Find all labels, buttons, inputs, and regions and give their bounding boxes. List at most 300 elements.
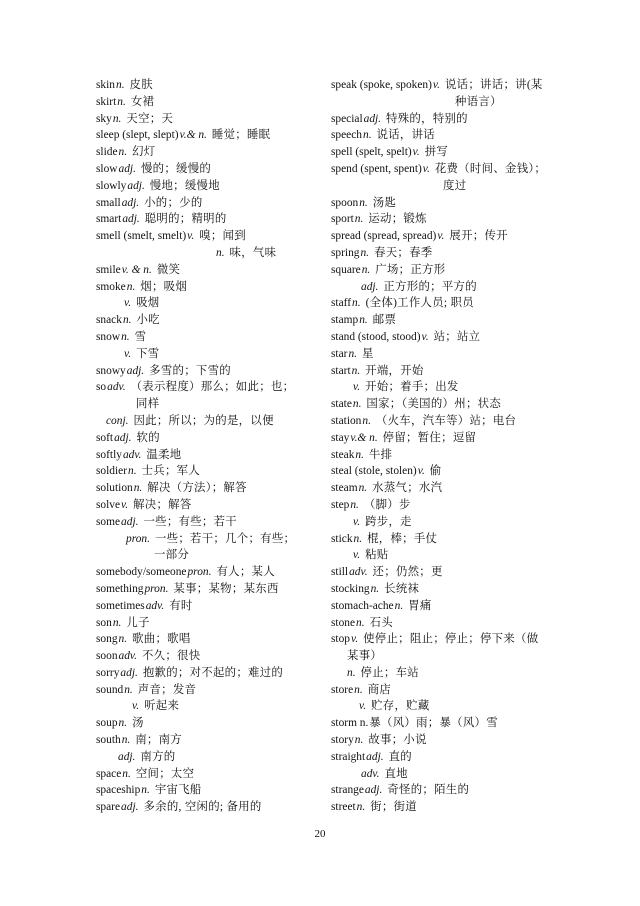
vocab-line bbox=[331, 178, 553, 195]
part-of-speech: n. bbox=[360, 246, 370, 259]
headword: softly bbox=[96, 448, 122, 461]
meaning: 直地 bbox=[384, 767, 408, 780]
headword: storm n. bbox=[331, 717, 369, 730]
part-of-speech: adj. bbox=[363, 112, 382, 125]
meaning: 微笑 bbox=[156, 263, 181, 276]
vocab-line bbox=[96, 531, 318, 548]
part-of-speech: n. bbox=[347, 666, 356, 679]
meaning: 士兵；军人 bbox=[141, 465, 201, 478]
part-of-speech: adv. bbox=[145, 599, 165, 612]
meaning: 水蒸气；水汽 bbox=[372, 482, 443, 495]
meaning: 春天；春季 bbox=[374, 246, 433, 259]
part-of-speech: n. bbox=[121, 330, 130, 343]
headword: song bbox=[96, 633, 118, 646]
meaning: 空间；太空 bbox=[135, 767, 195, 780]
part-of-speech: n. bbox=[370, 582, 380, 595]
headword: son bbox=[96, 616, 112, 629]
meaning: 偷 bbox=[429, 465, 442, 478]
headword: steak bbox=[331, 448, 355, 461]
headword: step bbox=[331, 498, 350, 511]
headword: square bbox=[331, 263, 361, 276]
vocab-line bbox=[331, 615, 553, 632]
headword: something bbox=[96, 582, 144, 595]
part-of-speech: n. bbox=[356, 616, 365, 629]
meaning: 花费（时间、金钱）； bbox=[434, 162, 547, 175]
headword: star bbox=[331, 347, 348, 360]
meaning: 雪 bbox=[134, 330, 147, 343]
meaning: 小吃 bbox=[136, 314, 160, 327]
headword: sport bbox=[331, 213, 354, 226]
vocab-line bbox=[331, 211, 553, 228]
vocab-line bbox=[96, 514, 318, 531]
vocab-line bbox=[96, 682, 318, 699]
headword: smile bbox=[96, 263, 121, 276]
part-of-speech: n. bbox=[354, 213, 364, 226]
part-of-speech: v. bbox=[351, 633, 359, 646]
vocab-line bbox=[96, 295, 318, 312]
right-column bbox=[331, 77, 553, 816]
vocab-line bbox=[96, 782, 318, 799]
vocab-line bbox=[331, 379, 553, 396]
page-number: 20 bbox=[314, 828, 326, 840]
part-of-speech: v. bbox=[187, 230, 195, 243]
vocab-line bbox=[96, 413, 318, 430]
vocab-line bbox=[96, 698, 318, 715]
headword: slide bbox=[96, 146, 118, 159]
vocab-line bbox=[96, 665, 318, 682]
headword: solve bbox=[96, 498, 121, 511]
part-of-speech: n. bbox=[122, 314, 132, 327]
vocab-line bbox=[96, 195, 318, 212]
headword: spare bbox=[96, 801, 121, 814]
meaning: 广场；正方形 bbox=[375, 263, 446, 276]
headword: sound bbox=[96, 683, 124, 696]
part-of-speech: adj. bbox=[121, 515, 139, 528]
part-of-speech: adj. bbox=[127, 179, 145, 192]
headword: spoon bbox=[331, 196, 359, 209]
meaning: 有人；某人 bbox=[216, 566, 275, 579]
meaning: 慢地；缓慢地 bbox=[149, 179, 220, 192]
vocab-line bbox=[96, 77, 318, 94]
meaning: 多余的, 空闲的; 备用的 bbox=[143, 801, 262, 814]
vocab-line bbox=[331, 631, 553, 648]
headword: stocking bbox=[331, 582, 370, 595]
headword: state bbox=[331, 398, 352, 411]
vocab-line bbox=[96, 379, 318, 396]
meaning: 停留；暂住；逗留 bbox=[382, 431, 477, 444]
part-of-speech: adj. bbox=[366, 750, 384, 763]
headword: so bbox=[96, 381, 107, 394]
meaning: 幻灯 bbox=[132, 146, 156, 159]
part-of-speech: pron. bbox=[126, 532, 150, 545]
part-of-speech: adv. bbox=[349, 566, 368, 579]
meaning: 停止；车站 bbox=[360, 666, 420, 679]
part-of-speech: n. bbox=[351, 364, 361, 377]
vocab-line bbox=[96, 564, 318, 581]
meaning: 还；仍然；更 bbox=[372, 566, 443, 579]
vocab-line bbox=[331, 144, 553, 161]
meaning: 说话；讲话；讲(某 bbox=[444, 79, 543, 91]
vocab-line bbox=[96, 799, 318, 816]
headword: stop bbox=[331, 633, 350, 646]
part-of-speech: adj. bbox=[364, 784, 383, 797]
headword: stick bbox=[331, 532, 353, 545]
meaning: 贮存，贮藏 bbox=[371, 700, 430, 713]
meaning: 皮肤 bbox=[129, 79, 153, 91]
meaning: 汤 bbox=[132, 717, 144, 730]
meaning: 吸烟 bbox=[136, 297, 160, 310]
meaning: 牛排 bbox=[368, 448, 393, 461]
part-of-speech: v. bbox=[359, 700, 367, 713]
part-of-speech: v. bbox=[422, 162, 430, 175]
vocab-line bbox=[96, 615, 318, 632]
vocab-line bbox=[331, 396, 553, 413]
meaning: 胃痛 bbox=[408, 599, 432, 612]
headword: soldier bbox=[96, 465, 128, 478]
headword: soft bbox=[96, 431, 114, 444]
vocab-line bbox=[96, 396, 318, 413]
vocab-line bbox=[331, 749, 553, 766]
part-of-speech: pron. bbox=[144, 582, 169, 595]
part-of-speech: v. bbox=[417, 465, 425, 478]
headword: smoke bbox=[96, 280, 126, 293]
headword: smell (smelt, smelt) bbox=[96, 230, 187, 243]
vocab-line bbox=[96, 245, 318, 262]
part-of-speech: adj. bbox=[121, 196, 140, 209]
headword: spread (spread, spread) bbox=[331, 230, 437, 243]
vocab-line bbox=[331, 262, 553, 279]
meaning: 味，气味 bbox=[229, 246, 277, 259]
part-of-speech: adj. bbox=[118, 750, 136, 763]
meaning: 慢的；缓慢的 bbox=[140, 162, 212, 175]
meaning: 种语言） bbox=[455, 95, 502, 108]
vocab-line bbox=[331, 665, 553, 682]
part-of-speech: n. bbox=[361, 263, 371, 276]
vocab-line bbox=[331, 94, 553, 111]
vocab-line bbox=[331, 463, 553, 480]
headword: special bbox=[331, 112, 363, 125]
part-of-speech: n. bbox=[359, 314, 368, 327]
meaning: 一些；有些；若干 bbox=[143, 515, 237, 528]
vocab-line bbox=[331, 77, 553, 94]
vocab-line bbox=[96, 262, 318, 279]
part-of-speech: n. bbox=[363, 129, 372, 142]
headword: slowly bbox=[96, 179, 127, 192]
meaning: 某事；某物；某东西 bbox=[173, 582, 279, 595]
part-of-speech: n. bbox=[118, 717, 128, 730]
meaning: 不久；很快 bbox=[141, 650, 201, 663]
vocab-line bbox=[96, 312, 318, 329]
part-of-speech: adj. bbox=[121, 801, 139, 814]
part-of-speech: v. bbox=[121, 498, 129, 511]
part-of-speech: adv. bbox=[361, 767, 380, 780]
headword: street bbox=[331, 801, 356, 814]
part-of-speech: n. bbox=[112, 616, 122, 629]
meaning: 抱歉的；对不起的；难过的 bbox=[142, 666, 284, 679]
headword: sleep (slept, slept) bbox=[96, 129, 179, 142]
headword: strange bbox=[331, 784, 364, 797]
headword: some bbox=[96, 515, 121, 528]
vocab-line bbox=[96, 346, 318, 363]
meaning: 商店 bbox=[367, 683, 392, 696]
vocab-line bbox=[96, 547, 318, 564]
headword: stone bbox=[331, 616, 356, 629]
meaning: 开端，开始 bbox=[365, 364, 424, 377]
part-of-speech: v. bbox=[132, 700, 140, 713]
part-of-speech: n. bbox=[354, 734, 364, 747]
part-of-speech: adj. bbox=[114, 431, 132, 444]
part-of-speech: adv. bbox=[118, 650, 137, 663]
meaning: （脚）步 bbox=[363, 498, 411, 511]
vocab-line bbox=[96, 581, 318, 598]
vocab-line bbox=[96, 430, 318, 447]
vocab-line bbox=[96, 228, 318, 245]
part-of-speech: n. bbox=[358, 482, 368, 495]
vocab-line bbox=[331, 732, 553, 749]
part-of-speech: adj. bbox=[122, 213, 140, 226]
vocab-line bbox=[331, 346, 553, 363]
vocab-line bbox=[331, 799, 553, 816]
meaning: 长统袜 bbox=[384, 582, 420, 595]
meaning: 有时 bbox=[169, 599, 193, 612]
vocab-line bbox=[96, 463, 318, 480]
headword: still bbox=[331, 566, 349, 579]
meaning: 聪明的；精明的 bbox=[144, 213, 227, 226]
headword: station bbox=[331, 414, 362, 427]
headword: stand (stood, stood) bbox=[331, 330, 421, 343]
meaning: 因此；所以；为的是，以便 bbox=[133, 414, 274, 427]
headword: solution bbox=[96, 482, 133, 495]
vocab-line bbox=[331, 480, 553, 497]
vocab-line bbox=[331, 127, 553, 144]
meaning: 嗅；闻到 bbox=[199, 230, 246, 243]
part-of-speech: n. bbox=[216, 246, 225, 259]
vocab-line bbox=[331, 430, 553, 447]
part-of-speech: adj. bbox=[118, 162, 136, 175]
meaning: 邮票 bbox=[372, 314, 397, 327]
vocab-line bbox=[96, 211, 318, 228]
headword: steal (stole, stolen) bbox=[331, 465, 417, 478]
part-of-speech: v. bbox=[353, 549, 361, 562]
headword: small bbox=[96, 196, 121, 209]
meaning: 石头 bbox=[369, 616, 393, 629]
vocab-line bbox=[331, 245, 553, 262]
headword: staff bbox=[331, 297, 352, 310]
vocab-line bbox=[96, 144, 318, 161]
meaning: 解决（方法）；解答 bbox=[147, 482, 247, 495]
meaning: （火车，汽车等）站；电台 bbox=[375, 414, 517, 427]
meaning: 国家；（美国的）州；状态 bbox=[366, 398, 502, 411]
part-of-speech: n. bbox=[394, 599, 404, 612]
headword: smart bbox=[96, 213, 122, 226]
vocab-line bbox=[331, 514, 553, 531]
part-of-speech: n. bbox=[122, 767, 131, 780]
vocab-line bbox=[331, 447, 553, 464]
headword: soon bbox=[96, 650, 118, 663]
meaning: 软的 bbox=[136, 431, 160, 444]
vocab-line bbox=[96, 279, 318, 296]
vocab-line bbox=[96, 447, 318, 464]
meaning: 同样 bbox=[136, 398, 160, 411]
part-of-speech: n. bbox=[116, 79, 125, 91]
headword: south bbox=[96, 734, 121, 747]
part-of-speech: n. bbox=[356, 801, 366, 814]
vocab-line bbox=[331, 363, 553, 380]
meaning: 棍，棒；手仗 bbox=[367, 532, 438, 545]
vocab-line bbox=[96, 497, 318, 514]
headword: somebody/someone bbox=[96, 566, 187, 579]
meaning: 一些；若干；几个；有些； bbox=[154, 532, 296, 545]
part-of-speech: adv. bbox=[107, 381, 126, 394]
vocab-line bbox=[331, 782, 553, 799]
part-of-speech: n. bbox=[352, 297, 361, 310]
meaning: 声音；发音 bbox=[137, 683, 197, 696]
meaning: 跨步，走 bbox=[365, 515, 412, 528]
headword: spell (spelt, spelt) bbox=[331, 146, 412, 159]
headword: speech bbox=[331, 129, 362, 142]
headword: spend (spent, spent) bbox=[331, 162, 422, 175]
part-of-speech: pron. bbox=[187, 566, 212, 579]
meaning: 直的 bbox=[388, 750, 412, 763]
meaning: 汤匙 bbox=[372, 196, 397, 209]
headword: stamp bbox=[331, 314, 359, 327]
part-of-speech: adj. bbox=[361, 280, 379, 293]
part-of-speech: adv. bbox=[122, 448, 142, 461]
vocab-line bbox=[96, 766, 318, 783]
part-of-speech: n. bbox=[348, 347, 357, 360]
part-of-speech: conj. bbox=[106, 414, 129, 427]
headword: sorry bbox=[96, 666, 120, 679]
part-of-speech: n. bbox=[359, 196, 368, 209]
part-of-speech: n. bbox=[117, 95, 126, 108]
part-of-speech: v. bbox=[437, 230, 445, 243]
vocab-line bbox=[96, 161, 318, 178]
headword: stomach-ache bbox=[331, 599, 394, 612]
vocab-line bbox=[331, 312, 553, 329]
headword: snow bbox=[96, 330, 121, 343]
vocab-line bbox=[96, 732, 318, 749]
meaning: 星 bbox=[362, 347, 374, 360]
meaning: 一部分 bbox=[154, 549, 190, 562]
vocab-line bbox=[331, 531, 553, 548]
meaning: 小的；少的 bbox=[144, 196, 203, 209]
meaning: 开始；着手；出发 bbox=[365, 381, 459, 394]
vocab-line bbox=[331, 497, 553, 514]
part-of-speech: n. bbox=[354, 683, 363, 696]
part-of-speech: n. bbox=[118, 146, 128, 159]
meaning: 正方形的；平方的 bbox=[383, 280, 477, 293]
meaning: 暴（风）雨；暴（风）雪 bbox=[369, 717, 498, 730]
headword: straight bbox=[331, 750, 366, 763]
headword: soup bbox=[96, 717, 118, 730]
vocab-line bbox=[331, 279, 553, 296]
part-of-speech: adj. bbox=[120, 666, 138, 679]
headword: spaceship bbox=[96, 784, 141, 797]
meaning: 奇怪的；陌生的 bbox=[387, 784, 470, 797]
left-column bbox=[96, 77, 318, 816]
headword: snowy bbox=[96, 364, 126, 377]
vocab-line bbox=[96, 363, 318, 380]
part-of-speech: n. bbox=[126, 280, 136, 293]
vocab-line bbox=[331, 161, 553, 178]
part-of-speech: v. bbox=[412, 146, 420, 159]
vocab-line bbox=[331, 698, 553, 715]
vocab-line bbox=[331, 682, 553, 699]
headword: speak (spoke, spoken) bbox=[331, 79, 432, 91]
meaning: 某事） bbox=[347, 650, 383, 663]
meaning: 展开；传开 bbox=[449, 230, 508, 243]
part-of-speech: v. bbox=[353, 515, 361, 528]
part-of-speech: n. bbox=[121, 734, 131, 747]
vocab-line bbox=[96, 111, 318, 128]
part-of-speech: n. bbox=[362, 414, 371, 427]
meaning: 南方的 bbox=[140, 750, 176, 763]
headword: spring bbox=[331, 246, 360, 259]
headword: sky bbox=[96, 112, 112, 125]
vocab-line bbox=[331, 648, 553, 665]
headword: steam bbox=[331, 482, 358, 495]
vocab-line bbox=[331, 295, 553, 312]
meaning: 天空；天 bbox=[126, 112, 174, 125]
part-of-speech: v. bbox=[124, 297, 132, 310]
vocab-line bbox=[331, 564, 553, 581]
headword: space bbox=[96, 767, 122, 780]
part-of-speech: n. bbox=[353, 532, 363, 545]
vocab-line bbox=[331, 111, 553, 128]
part-of-speech: v. bbox=[353, 381, 361, 394]
headword: snack bbox=[96, 314, 122, 327]
headword: stay bbox=[331, 431, 350, 444]
vocab-line bbox=[331, 413, 553, 430]
meaning: 温柔地 bbox=[146, 448, 182, 461]
part-of-speech: n. bbox=[128, 465, 137, 478]
meaning: 度过 bbox=[443, 179, 467, 192]
vocab-line bbox=[331, 195, 553, 212]
meaning: 使停止；阻止；停止；停下来（做 bbox=[363, 633, 539, 646]
meaning: 听起来 bbox=[144, 700, 180, 713]
meaning: 宇宙飞船 bbox=[154, 784, 202, 797]
vocab-line bbox=[331, 228, 553, 245]
vocab-line bbox=[96, 480, 318, 497]
meaning: 特殊的，特别的 bbox=[386, 112, 468, 125]
vocab-line bbox=[96, 749, 318, 766]
meaning: (全体)工作人员; 职员 bbox=[365, 297, 474, 310]
meaning: 站；站立 bbox=[433, 330, 481, 343]
vocab-line bbox=[96, 94, 318, 111]
part-of-speech: n. bbox=[112, 112, 122, 125]
part-of-speech: n. bbox=[352, 398, 362, 411]
meaning: 拼写 bbox=[424, 146, 449, 159]
headword: skirt bbox=[96, 95, 117, 108]
part-of-speech: v.& n. bbox=[179, 129, 207, 142]
vocab-line bbox=[331, 329, 553, 346]
meaning: （表示程度）那么；如此；也； bbox=[130, 381, 295, 394]
part-of-speech: v. bbox=[124, 347, 132, 360]
headword: store bbox=[331, 683, 354, 696]
part-of-speech: v. bbox=[432, 79, 440, 91]
vocab-line bbox=[331, 598, 553, 615]
vocab-line bbox=[331, 766, 553, 783]
meaning: 烟；吸烟 bbox=[140, 280, 188, 293]
meaning: 女裙 bbox=[130, 95, 155, 108]
meaning: 多雪的；下雪的 bbox=[149, 364, 231, 377]
vocab-line bbox=[96, 715, 318, 732]
meaning: 儿子 bbox=[126, 616, 150, 629]
part-of-speech: n. bbox=[133, 482, 143, 495]
part-of-speech: v. & n. bbox=[121, 263, 152, 276]
meaning: 故事；小说 bbox=[368, 734, 427, 747]
vocab-line bbox=[96, 127, 318, 144]
